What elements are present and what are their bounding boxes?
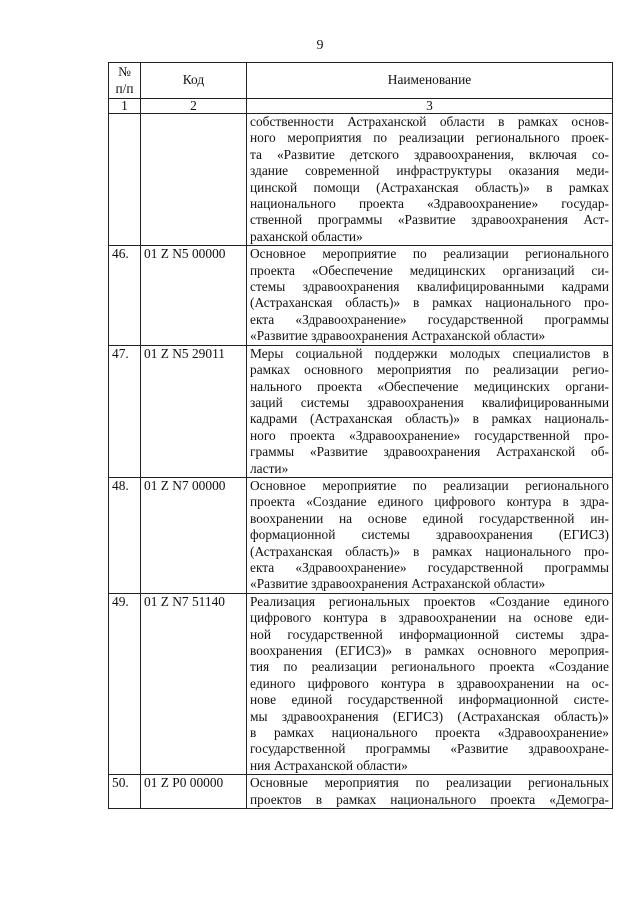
row-name-line: проекта «Обеспечение медицинских организаций си- <box>250 262 609 278</box>
header-code: Код <box>141 63 247 99</box>
row-name-line: (Астраханская область)» в рамках национального про- <box>250 295 609 311</box>
row-name-line: Реализация региональных проектов «Создание единого <box>250 593 609 609</box>
row-code: 01 Z P0 00000 <box>141 775 247 809</box>
table-row <box>109 593 613 774</box>
row-name-line: ного мероприятия по реализации регионального проек- <box>250 130 609 146</box>
row-code: 01 Z N7 51140 <box>141 593 247 774</box>
row-name-line: нального проекта «Обеспечение медицинских органи- <box>250 378 609 394</box>
row-name-line: мы здравоохранения (ЕГИСЗ) (Астраханская область)» <box>250 708 609 724</box>
row-name <box>247 114 613 246</box>
row-name-line: «Развитие здравоохранения Астраханской области» <box>250 328 546 344</box>
page-number: 9 <box>316 38 324 53</box>
row-name-line: рамках основного мероприятия по реализации регио- <box>250 362 609 378</box>
table-header-row <box>109 63 613 99</box>
table-row <box>109 775 613 809</box>
row-name-line: воохранении на основе единой государственной ин- <box>250 510 609 526</box>
row-code: 01 Z N5 00000 <box>141 246 247 345</box>
row-name-line: проекта «Создание единого цифрового контура в здра- <box>250 494 609 510</box>
row-name-line: раханской области» <box>250 228 363 244</box>
header-num-line2: п/п <box>115 80 134 96</box>
row-name-line: Основное мероприятие по реализации регионального <box>250 246 609 262</box>
row-name-line: национального проекта «Здравоохранение» государ- <box>250 196 609 212</box>
column-number: 3 <box>247 99 613 114</box>
row-name-line: нове единой государственной информационной систе- <box>250 692 609 708</box>
row-name-line: кадрами (Астраханская область)» в рамках националь- <box>250 411 609 427</box>
row-name-line: та «Развитие детского здравоохранения, включая со- <box>250 146 609 162</box>
row-number: 47. <box>109 345 141 477</box>
row-name <box>247 246 613 345</box>
row-name-line: формационной системы здравоохранения (ЕГИСЗ) <box>250 527 609 543</box>
row-name-line: тия по реализации регионального проекта «Создание <box>250 659 609 675</box>
row-name-line: (Астраханская область)» в рамках национального про- <box>250 543 609 559</box>
row-name-line: ласти» <box>250 460 289 476</box>
column-number: 1 <box>109 99 141 114</box>
table-row <box>109 114 613 246</box>
row-name-line: собственности Астраханской области в рамках основ- <box>250 114 609 129</box>
table-row <box>109 246 613 345</box>
header-num <box>109 63 141 99</box>
row-name-line: екта «Здравоохранение» государственной программы <box>250 311 609 327</box>
row-name <box>247 477 613 593</box>
row-name-line: проектов в рамках национального проекта «Демогра- <box>250 791 609 807</box>
row-name-line: стемы здравоохранения квалифицированными кадрами <box>250 279 609 295</box>
row-name-line: единого цифрового контура в здравоохранении на ос- <box>250 675 609 691</box>
header-name: Наименование <box>247 63 613 99</box>
row-name-line: Основные мероприятия по реализации региональных <box>250 775 609 791</box>
table-row <box>109 345 613 477</box>
row-name-line: «Развитие здравоохранения Астраханской области» <box>250 576 546 592</box>
row-name-line: граммы «Развитие здравоохранения Астраханской об- <box>250 444 609 460</box>
row-name-line: воохранения (ЕГИСЗ)» в рамках основного мероприя- <box>250 643 609 658</box>
row-number: 46. <box>109 246 141 345</box>
row-name-line: заций системы здравоохранения квалифицированными <box>250 394 609 410</box>
row-name-line: здание современной инфраструктуры оказания меди- <box>250 163 609 179</box>
row-code <box>141 114 247 246</box>
row-name-line: в рамках национального проекта «Здравоохранение» <box>250 725 609 741</box>
row-name-line: государственной программы «Развитие здравоохране- <box>250 741 609 757</box>
column-number-row <box>109 99 613 114</box>
row-name-line: Меры социальной поддержки молодых специалистов в <box>250 345 609 361</box>
row-name <box>247 593 613 774</box>
row-number: 50. <box>109 775 141 809</box>
row-code: 01 Z N7 00000 <box>141 477 247 593</box>
row-code: 01 Z N5 29011 <box>141 345 247 477</box>
row-name <box>247 345 613 477</box>
row-name-line: цифрового контура в здравоохранении на основе еди- <box>250 610 609 626</box>
column-number: 2 <box>141 99 247 114</box>
row-name-line: ной государственной информационной системы здра- <box>250 626 609 642</box>
row-name-line: ния Астраханской области» <box>250 757 408 773</box>
row-number: 49. <box>109 593 141 774</box>
header-num-line1: № <box>118 64 131 80</box>
row-number: 48. <box>109 477 141 593</box>
row-name-line: екта «Здравоохранение» государственной программы <box>250 559 609 575</box>
row-number <box>109 114 141 246</box>
row-name-line: ного проекта «Здравоохранение» государственной про- <box>250 427 609 443</box>
row-name-line: цинской помощи (Астраханская область)» в рамках <box>250 179 609 195</box>
budget-classification-table <box>108 62 613 809</box>
row-name <box>247 775 613 809</box>
table-row <box>109 477 613 593</box>
row-name-line: ственной программы «Развитие здравоохранения Аст- <box>250 212 609 228</box>
row-name-line: Основное мероприятие по реализации регионального <box>250 477 609 493</box>
